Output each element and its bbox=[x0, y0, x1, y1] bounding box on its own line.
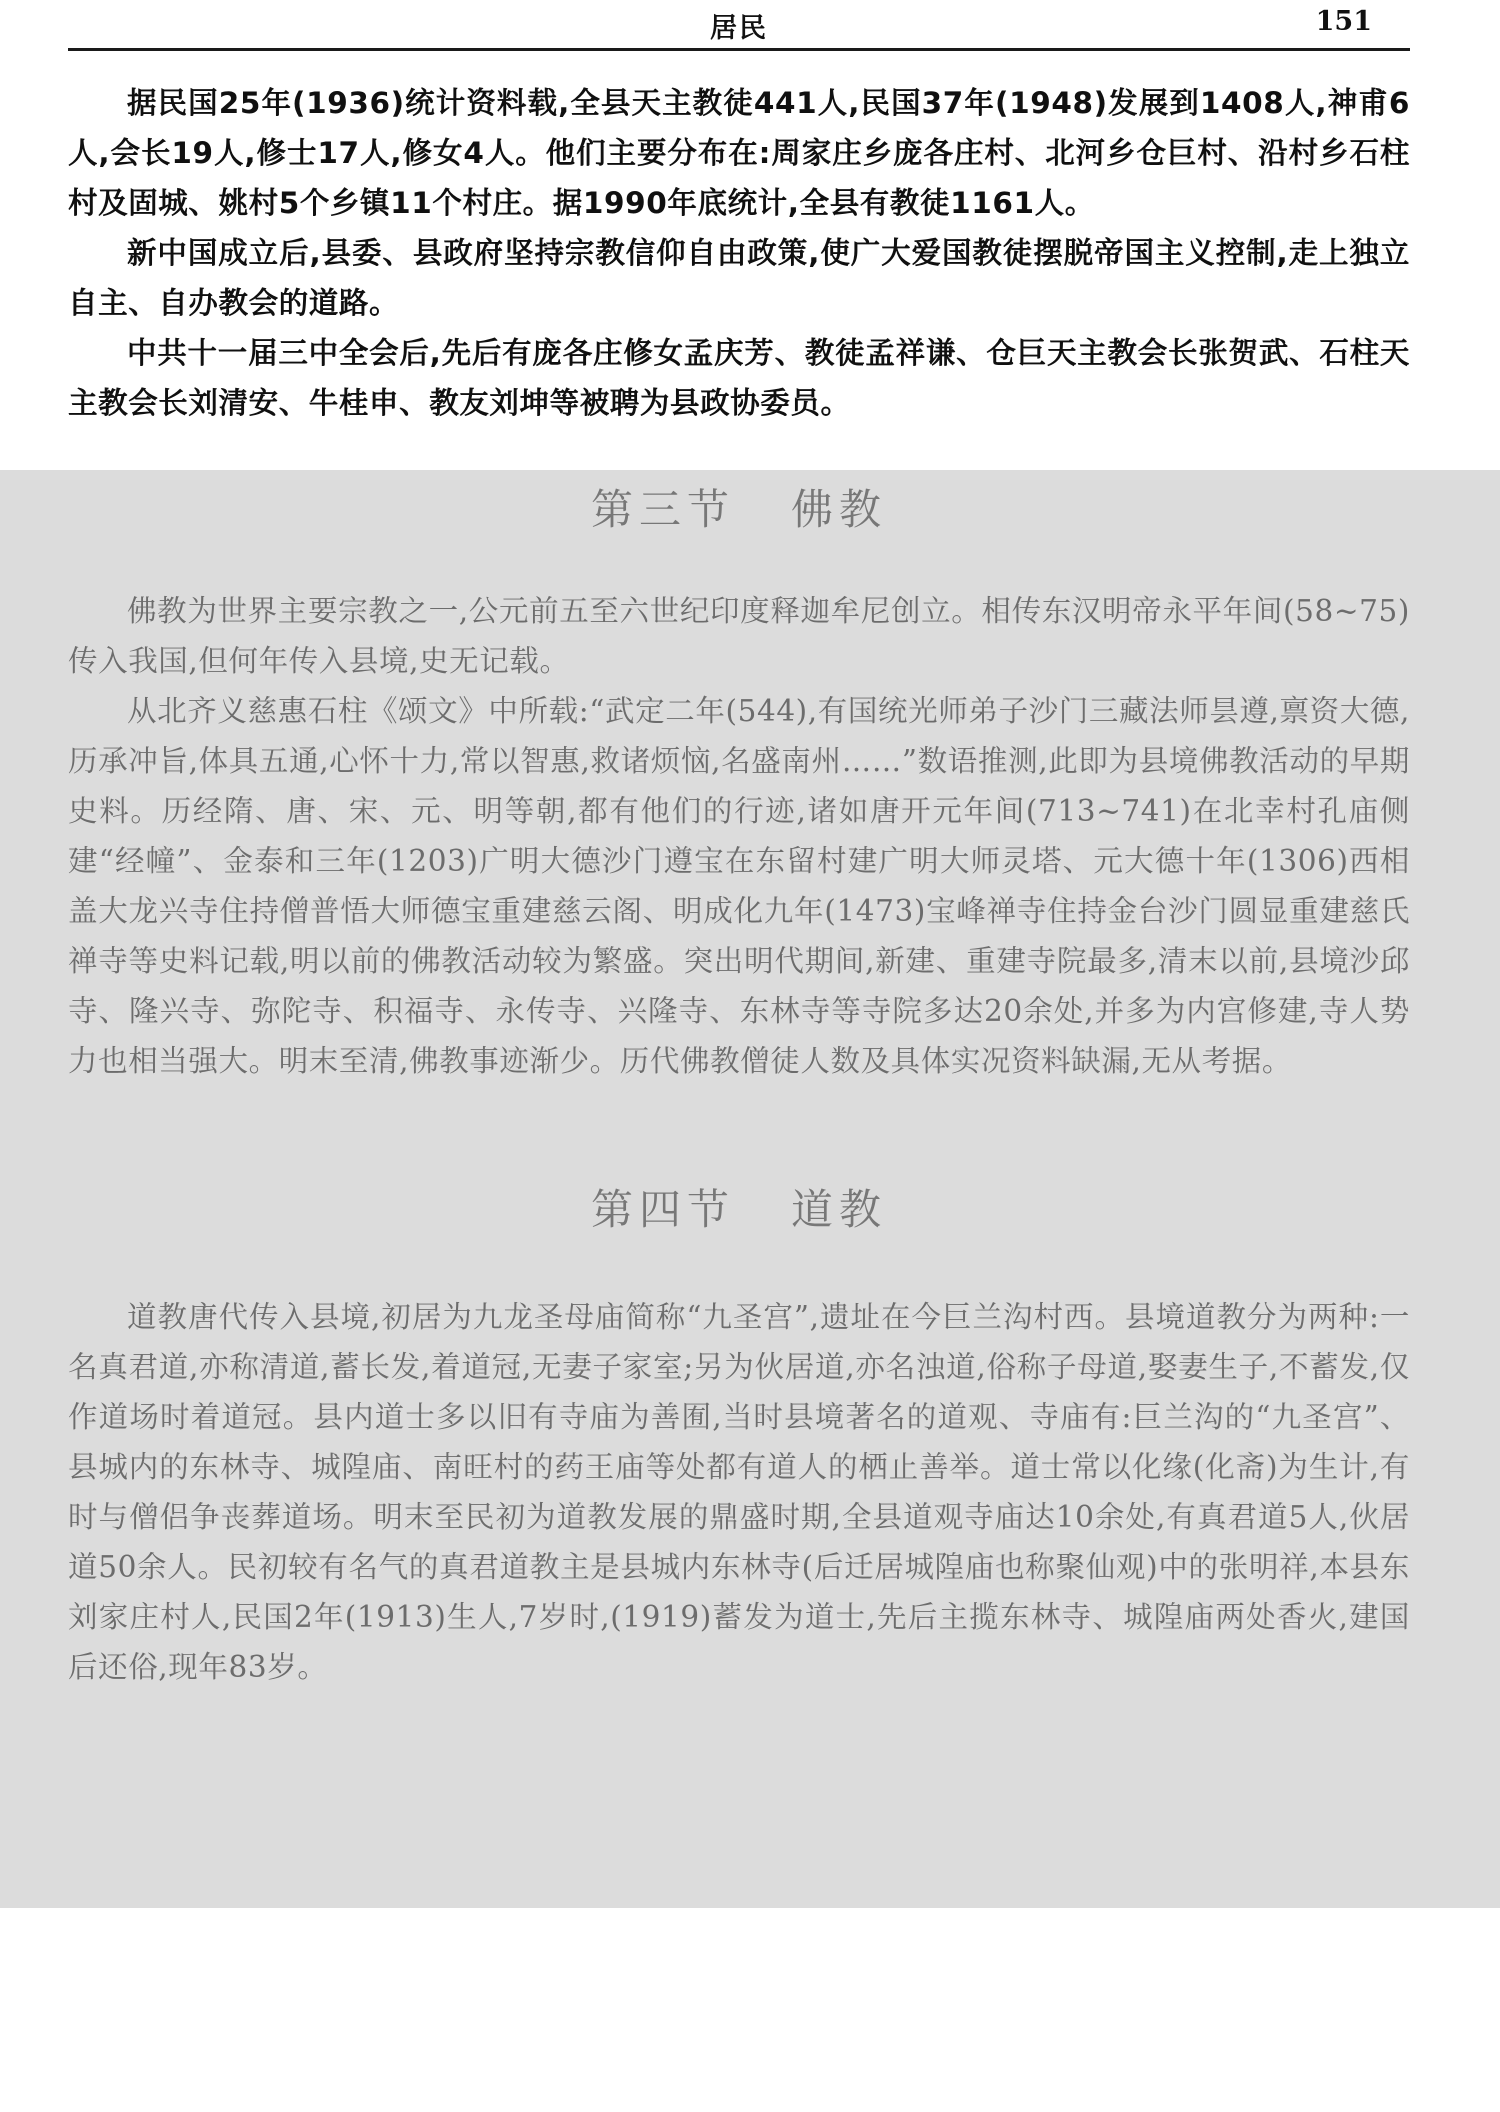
page-number: 151 bbox=[1315, 6, 1372, 37]
paragraph: 中共十一届三中全会后,先后有庞各庄修女孟庆芳、教徒孟祥谦、仓巨天主教会长张贺武、石柱天主教会长刘清安、牛桂申、教友刘坤等被聘为县政协委员。 bbox=[68, 336, 1410, 420]
running-header bbox=[68, 2, 1410, 51]
section-heading bbox=[68, 480, 1410, 540]
chapter-title: 居民 bbox=[710, 13, 768, 44]
catholicism-text-block bbox=[68, 78, 1410, 428]
section-taoism bbox=[68, 1180, 1410, 1692]
paragraph: 据民国25年(1936)统计资料载,全县天主教徒441人,民国37年(1948)发展到1408人,神甫6人,会长19人,修士17人,修女4人。他们主要分布在:周家庄乡庞各庄村、北河乡仓巨村、沿村乡石柱村及固城、姚村5个乡镇11个村庄。据1990年底统计,全县有教徒1161人。 bbox=[68, 86, 1410, 220]
section-number: 第四节 bbox=[590, 1185, 735, 1234]
paragraph: 新中国成立后,县委、县政府坚持宗教信仰自由政策,使广大爱国教徒摆脱帝国主义控制,走上独立自主、自办教会的道路。 bbox=[68, 236, 1410, 320]
section-heading bbox=[68, 1180, 1410, 1240]
section-body bbox=[68, 586, 1410, 1086]
section-buddhism bbox=[68, 480, 1410, 1086]
section-number: 第三节 bbox=[590, 485, 735, 534]
paragraph: 佛教为世界主要宗教之一,公元前五至六世纪印度释迦牟尼创立。相传东汉明帝永平年间(58~75)传入我国,但何年传入县境,史无记载。 bbox=[68, 594, 1410, 678]
section-title: 道教 bbox=[791, 1185, 888, 1234]
section-title: 佛教 bbox=[791, 485, 888, 534]
section-body bbox=[68, 1292, 1410, 1692]
paragraph: 从北齐义慈惠石柱《颂文》中所载:“武定二年(544),有国统光师弟子沙门三藏法师昙遵,禀资大德,历承冲旨,体具五通,心怀十力,常以智惠,救诸烦恼,名盛南州……”数语推测,此即为县境佛教活动的早期史料。历经隋、唐、宋、元、明等朝,都有他们的行迹,诸如唐开元年间(713~741)在北幸村孔庙侧建“经幢”、金泰和三年(1203)广明大德沙门遵宝在东留村建广明大师灵塔、元大德十年(1306)西相盖大龙兴寺住持僧普悟大师德宝重建慈云阁、明成化九年(1473)宝峰禅寺住持金台沙门圆显重建慈氏禅寺等史料记载,明以前的佛教活动较为繁盛。突出明代期间,新建、重建寺院最多,清末以前,县境沙邱寺、隆兴寺、弥陀寺、积福寺、永传寺、兴隆寺、东林寺等寺院多达20余处,并多为内宫修建,寺人势力也相当强大。明末至清,佛教事迹渐少。历代佛教僧徒人数及具体实况资料缺漏,无从考据。 bbox=[68, 694, 1410, 1078]
paragraph: 道教唐代传入县境,初居为九龙圣母庙简称“九圣宫”,遗址在今巨兰沟村西。县境道教分为两种:一名真君道,亦称清道,蓄长发,着道冠,无妻子家室;另为伙居道,亦名浊道,俗称子母道,娶妻生子,不蓄发,仅作道场时着道冠。县内道士多以旧有寺庙为善囿,当时县境著名的道观、寺庙有:巨兰沟的“九圣宫”、县城内的东林寺、城隍庙、南旺村的药王庙等处都有道人的栖止善举。道士常以化缘(化斋)为生计,有时与僧侣争丧葬道场。明末至民初为道教发展的鼎盛时期,全县道观寺庙达10余处,有真君道5人,伙居道50余人。民初较有名气的真君道教主是县城内东林寺(后迁居城隍庙也称聚仙观)中的张明祥,本县东刘家庄村人,民国2年(1913)生人,7岁时,(1919)蓄发为道士,先后主揽东林寺、城隍庙两处香火,建国后还俗,现年83岁。 bbox=[68, 1300, 1410, 1684]
